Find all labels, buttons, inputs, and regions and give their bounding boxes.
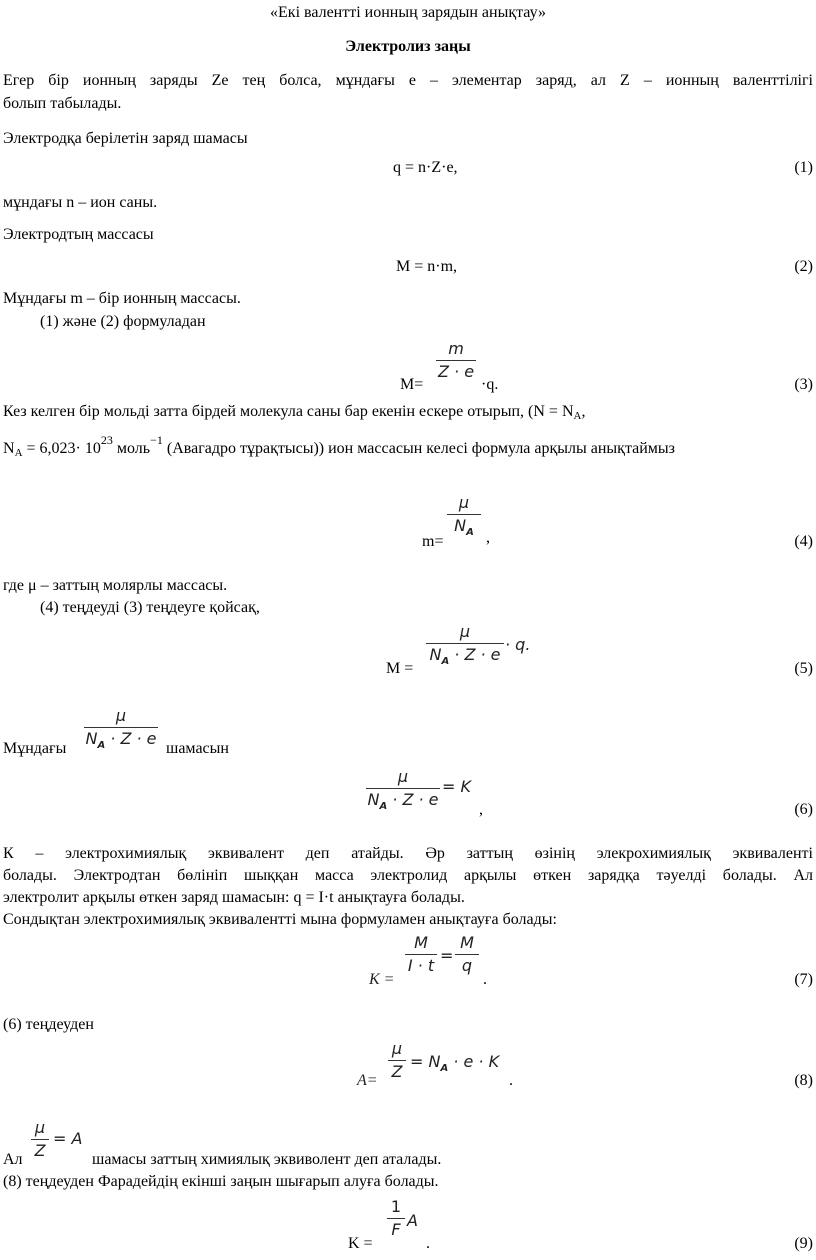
equation-7-equals: = [440, 946, 454, 965]
equation-7-lhs: K = [369, 971, 395, 988]
paragraph-7-line-1: Кез келген бір мольді затта бірдей молекула саны бар екенін ескере отырып, (N = NA, [3, 403, 586, 422]
paragraph-11-line-3: электролит арқылы өткен заряд шамасын: q = I·t анықтауға болады. [3, 889, 465, 906]
equation-3-number: (3) [794, 376, 813, 393]
equation-7-fraction-2: M q [455, 934, 479, 975]
equation-7-dot: . [483, 971, 487, 988]
equation-4-number: (4) [794, 533, 813, 550]
equation-4-fraction: μ $N_A$ [447, 494, 481, 538]
equation-3-rhs: ·q. [481, 376, 499, 393]
equation-9-rhs: A [407, 1211, 418, 1230]
paragraph-7-line-2: NA = $6,023\cdot 10^{23}$ моль$^{-1}$ (Авагадро тұрақтысы)) ион массасын келесі формула арқылы анықтаймыз [3, 433, 675, 459]
paragraph-14-end: шамасы заттың химиялық эквиволент деп аталады. [92, 1151, 442, 1168]
paragraph-1-line-2: болып табылады. [3, 95, 122, 112]
equation-5-number: (5) [794, 660, 813, 677]
equation-9-dot: . [426, 1235, 430, 1252]
paragraph-14-start: Ал [3, 1151, 23, 1168]
paragraph-11-line-1: К – электрохимиялық эквивалент деп атайды. Әр заттың өзінің элекрохимиялық эквиваленті [3, 845, 813, 862]
paragraph-11-line-2: болады. Электродтан бөлініп шыққан масса электролид арқылы өткен зарядқа тәуелді болады. Ал [3, 867, 813, 884]
paragraph-10-end: шамасын [166, 740, 229, 757]
equation-6-comma: , [479, 801, 483, 818]
equation-4-comma: , [486, 529, 490, 546]
paragraph-5: Мұндағы m – бір ионның массасы. [3, 290, 241, 307]
equation-3-numerator: m [448, 339, 464, 358]
paragraph-9: (4) теңдеуді (3) теңдеуге қойсақ, [40, 599, 260, 616]
equation-6-rhs: = K [442, 777, 471, 796]
equation-6-fraction: μ $N_A \cdot Z \cdot e$ [367, 767, 439, 812]
paragraph-8: где μ – заттың молярлы массасы. [3, 577, 228, 594]
paragraph-2: Электродқа берілетін заряд шамасы [3, 130, 248, 147]
equation-7-number: (7) [794, 971, 813, 988]
paragraph-12: Сондықтан электрохимиялық эквивалентті мына формуламен анықтауға болады: [3, 911, 557, 928]
paragraph-15: (8) теңдеуден Фарадейдің екінші заңын шығарып алуға болады. [3, 1173, 439, 1190]
equation-1-number: (1) [794, 159, 813, 176]
equation-8-fraction: μ Z [388, 1040, 406, 1081]
paragraph-13: (6) теңдеуден [3, 1016, 94, 1033]
equation-5-rhs: · q. [505, 635, 531, 654]
equation-1: q = n·Z·e, [393, 159, 458, 176]
paragraph-14-fraction: μ Z [31, 1119, 49, 1160]
fraction-bar [436, 360, 476, 361]
equation-5-lhs: M = [386, 660, 414, 677]
section-heading: Электролиз заңы [345, 38, 471, 55]
paragraph-4: Электродтың массасы [3, 226, 154, 243]
equation-6-number: (6) [794, 801, 813, 818]
equation-9-number: (9) [794, 1235, 813, 1252]
document-title: «Екі валентті ионның зарядын анықтау» [270, 4, 546, 21]
equation-9-lhs: K = [348, 1235, 373, 1252]
paragraph-14-rhs: = A [53, 1129, 83, 1148]
equation-2-number: (2) [794, 258, 813, 275]
equation-8-number: (8) [794, 1072, 813, 1089]
equation-8-rhs: = $N_A \cdot e \cdot K$ [410, 1052, 500, 1074]
equation-4-lhs: m= [422, 533, 444, 550]
paragraph-3: мұндағы n – ион саны. [3, 194, 158, 211]
paragraph-1-line-1: Егер бір ионның заряды Ze тең болса, мұндағы е – элементар заряд, ал Z – ионның валенттілігі [3, 72, 813, 89]
equation-5-fraction: μ $N_A \cdot Z \cdot e$ [426, 623, 504, 667]
equation-3-lhs: M= [400, 376, 424, 393]
paragraph-10-fraction: μ $N_A \cdot Z \cdot e$ [85, 706, 157, 751]
equation-9-fraction: 1 F [387, 1198, 405, 1239]
equation-3-denominator: Z · e [437, 362, 475, 381]
equation-8-lhs: A= [357, 1072, 378, 1089]
equation-3-fraction [436, 340, 476, 381]
equation-2: M = n·m, [396, 258, 458, 275]
paragraph-10-start: Мұндағы [3, 740, 67, 757]
equation-8-dot: . [509, 1072, 513, 1089]
equation-7-fraction-1: M I · t [405, 934, 437, 975]
paragraph-6: (1) және (2) формуладан [40, 313, 206, 330]
